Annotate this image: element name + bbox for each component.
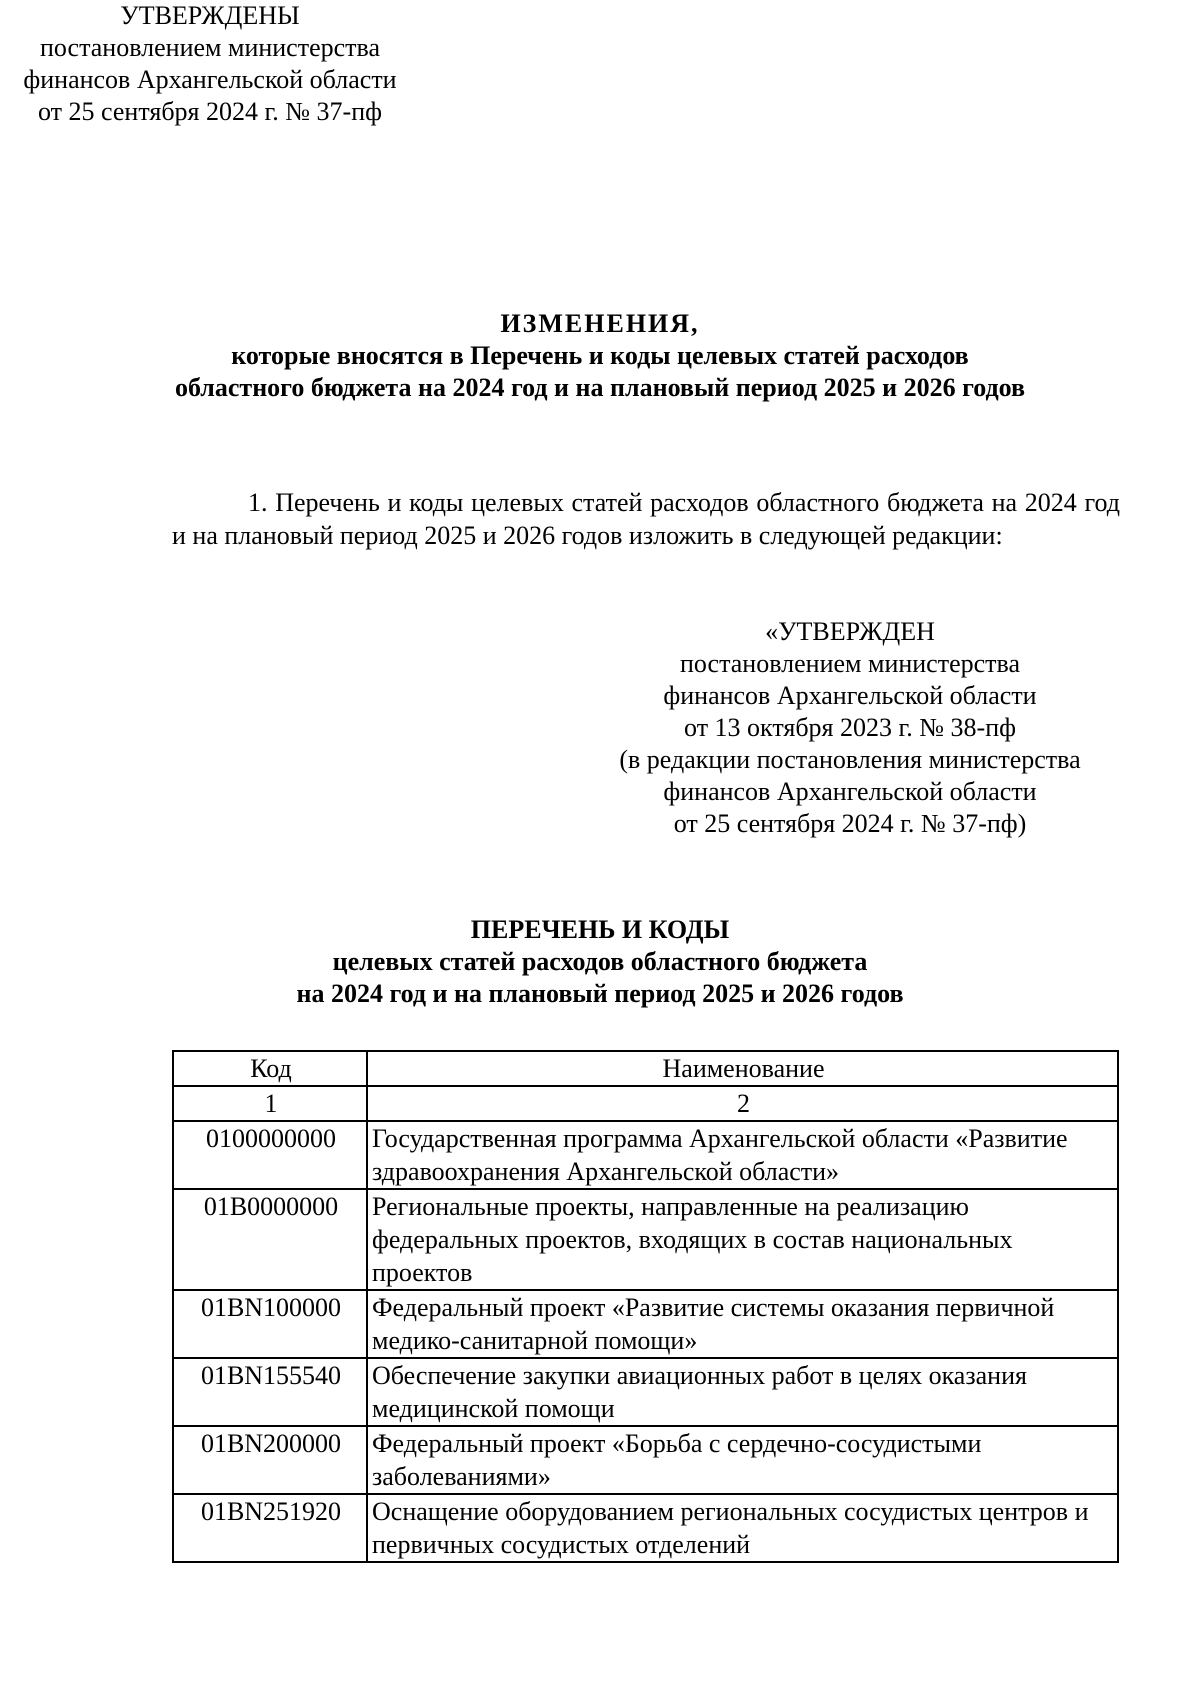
list-title-sub: на 2024 год и на плановый период 2025 и 2026 годов [296,979,904,1008]
list-title [0,914,1200,1010]
row-code: 01BN251920 [173,1494,367,1562]
document-title [0,308,1200,404]
row-code: 01В0000000 [173,1189,367,1290]
title-main: ИЗМЕНЕНИЯ, [500,309,700,338]
codes-table [172,1050,1119,1563]
paragraph-1: 1. Перечень и коды целевых статей расходов областного бюджета на 2024 год и на плановый период 2025 и 2026 годов изложить в следующей редакции: [172,488,1120,550]
table-row [173,1290,1118,1358]
column-number: 2 [367,1086,1118,1121]
approval-block [0,0,420,128]
table-row [173,1494,1118,1562]
row-code: 01BN200000 [173,1426,367,1494]
header-name: Наименование [367,1051,1118,1086]
title-sub: областного бюджета на 2024 год и на плановый период 2025 и 2026 годов [174,373,1026,402]
approval-line: от 25 сентября 2024 г. № 37-пф [38,97,382,126]
approval2-line: финансов Архангельской области [663,681,1037,710]
column-number: 1 [173,1086,367,1121]
approval-block-2 [590,616,1110,840]
table-number-row [173,1086,1118,1121]
row-name: Федеральный проект «Борьба с сердечно-сосудистыми заболеваниями» [367,1426,1118,1494]
approval-line: финансов Архангельской области [23,65,397,94]
row-name: Федеральный проект «Развитие системы оказания первичной медико-санитарной помощи» [367,1290,1118,1358]
approval2-line: (в редакции постановления министерства [619,745,1081,774]
table-row [173,1426,1118,1494]
approval2-line: от 25 сентября 2024 г. № 37-пф) [673,809,1027,838]
table-row [173,1358,1118,1426]
approval2-heading: «УТВЕРЖДЕН [765,617,935,646]
table-row [173,1121,1118,1189]
row-name: Государственная программа Архангельской области «Развитие здравоохранения Архангельской области» [367,1121,1118,1189]
title-sub: которые вносятся в Перечень и коды целевых статей расходов [231,341,969,370]
row-name: Региональные проекты, направленные на реализацию федеральных проектов, входящих в состав национальных проектов [367,1189,1118,1290]
approval2-line: финансов Архангельской области [663,777,1037,806]
header-code: Код [173,1051,367,1086]
list-title-sub: целевых статей расходов областного бюджета [332,947,868,976]
row-name: Обеспечение закупки авиационных работ в целях оказания медицинской помощи [367,1358,1118,1426]
approval2-line: постановлением министерства [679,649,1021,678]
row-name: Оснащение оборудованием региональных сосудистых центров и первичных сосудистых отделений [367,1494,1118,1562]
list-title-main: ПЕРЕЧЕНЬ И КОДЫ [470,915,730,944]
approval2-line: от 13 октября 2023 г. № 38-пф [684,713,1016,742]
row-code: 0100000000 [173,1121,367,1189]
table-header-row [173,1051,1118,1086]
table-row [173,1189,1118,1290]
row-code: 01BN100000 [173,1290,367,1358]
approval-line: постановлением министерства [39,33,381,62]
row-code: 01BN155540 [173,1358,367,1426]
approval-heading: УТВЕРЖДЕНЫ [120,1,300,30]
